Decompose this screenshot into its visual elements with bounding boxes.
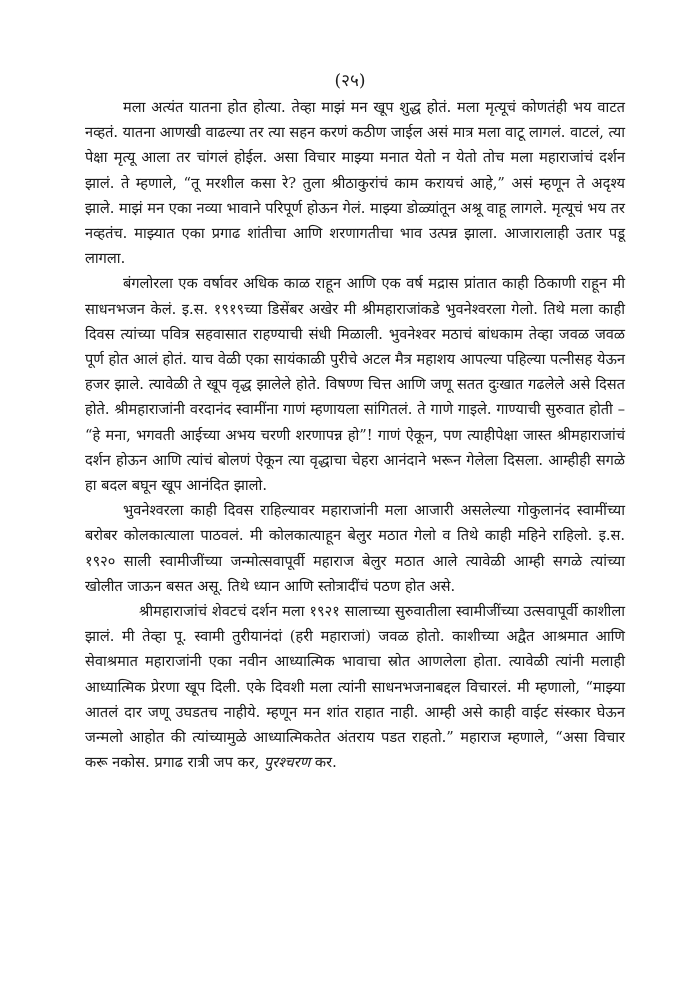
body-text — [85, 95, 625, 775]
paragraph-tail: कर. — [310, 754, 337, 772]
page-number: (२५) — [334, 71, 366, 91]
italic-term: पुरश्चरण — [264, 754, 311, 772]
paragraph — [85, 599, 625, 775]
paragraph: भुवनेश्वरला काही दिवस राहिल्यावर महाराजांनी मला आजारी असलेल्या गोकुलानंद स्वामींच्या बरोबर कोलकात्याला पाठवलं. मी कोलकात्याहून बेलुर मठात गेलो व तिथे काही महिने राहिलो. इ.स. १९२० साली स्वामीजींच्या जन्मोत्सवापूर्वी महाराज बेलुर मठात आले त्यावेळी आम्ही सगळे त्यांच्या खोलीत जाऊन बसत असू. तिथे ध्यान आणि स्तोत्रादींचं पठण होत असे. — [85, 502, 625, 595]
paragraph-text: श्रीमहाराजांचं शेवटचं दर्शन मला १९२१ सालाच्या सुरुवातीला स्वामीजींच्या उत्सवापूर्वी काशीला झालं. मी तेव्हा पू. स्वामी तुरीयानंदां (हरी महाराजां) जवळ होतो. काशीच्या अद्वैत आश्रमात आणि सेवाश्रमात महाराजांनी एका नवीन आध्यात्मिक भावाचा स्रोत आणलेला होता. त्यावेळी त्यांनी मलाही आध्यात्मिक प्रेरणा खूप दिली. एके दिवशी मला त्यांनी साधनभजनाबद्दल विचारलं. मी म्हणालो, “माझ्या आतलं दार जणू उघडतच नाहीये. म्हणून मन शांत राहात नाही. आम्ही असे काही वाईट संस्कार घेऊन जन्मलो आहोत की त्यांच्यामुळे आध्यात्मिकतेत अंतराय पडत राहतो.” महाराज म्हणाले, “असा विचार करू नकोस. प्रगाढ रात्री जप कर, — [85, 603, 625, 772]
paragraph: मला अत्यंत यातना होत होत्या. तेव्हा माझं मन खूप शुद्ध होतं. मला मृत्यूचं कोणतंही भय वाटत नव्हतं. यातना आणखी वाढल्या तर त्या सहन करणं कठीण जाईल असं मात्र मला वाटू लागलं. वाटलं, त्या पेक्षा मृत्यू आला तर चांगलं होईल. असा विचार माझ्या मनात येतो न येतो तोच मला महाराजांचं दर्शन झालं. ते म्हणाले, “तू मरशील कसा रे? तुला श्रीठाकुरांचं काम करायचं आहे,” असं म्हणून ते अदृश्य झाले. माझं मन एका नव्या भावाने परिपूर्ण होऊन गेलं. माझ्या डोळ्यांतून अश्रू वाहू लागले. मृत्यूचं भय तर नव्हतंच. माझ्यात एका प्रगाढ शांतीचा आणि शरणागतीचा भाव उत्पन्न झाला. आजारालाही उतार पडू लागला. — [85, 99, 625, 268]
paragraph: बंगलोरला एक वर्षावर अधिक काळ राहून आणि एक वर्ष मद्रास प्रांतात काही ठिकाणी राहून मी साधनभजन केलं. इ.स. १९१९च्या डिसेंबर अखेर मी श्रीमहाराजांकडे भुवनेश्वरला गेलो. तिथे मला काही दिवस त्यांच्या पवित्र सहवासात राहण्याची संधी मिळाली. भुवनेश्वर मठाचं बांधकाम तेव्हा जवळ जवळ पूर्ण होत आलं होतं. याच वेळी एका सायंकाळी पुरीचे अटल मैत्र महाशय आपल्या पहिल्या पत्नीसह येऊन हजर झाले. त्यावेळी ते खूप वृद्ध झालेले होते. विषण्ण चित्त आणि जणू सतत दुःखात गढलेले असे दिसत होते. श्रीमहाराजांनी वरदानंद स्वामींना गाणं म्हणायला सांगितलं. ते गाणे गाइले. गाण्याची सुरुवात होती – “हे मना, भगवती आईच्या अभय चरणी शरणापन्न हो”! गाणं ऐकून, पण त्याहीपेक्षा जास्त श्रीमहाराजांचं दर्शन होऊन आणि त्यांचं बोलणं ऐकून त्या वृद्धाचा चेहरा आनंदाने भरून गेलेला दिसला. आम्हीही सगळे हा बदल बघून खूप आनंदित झालो. — [85, 275, 625, 495]
